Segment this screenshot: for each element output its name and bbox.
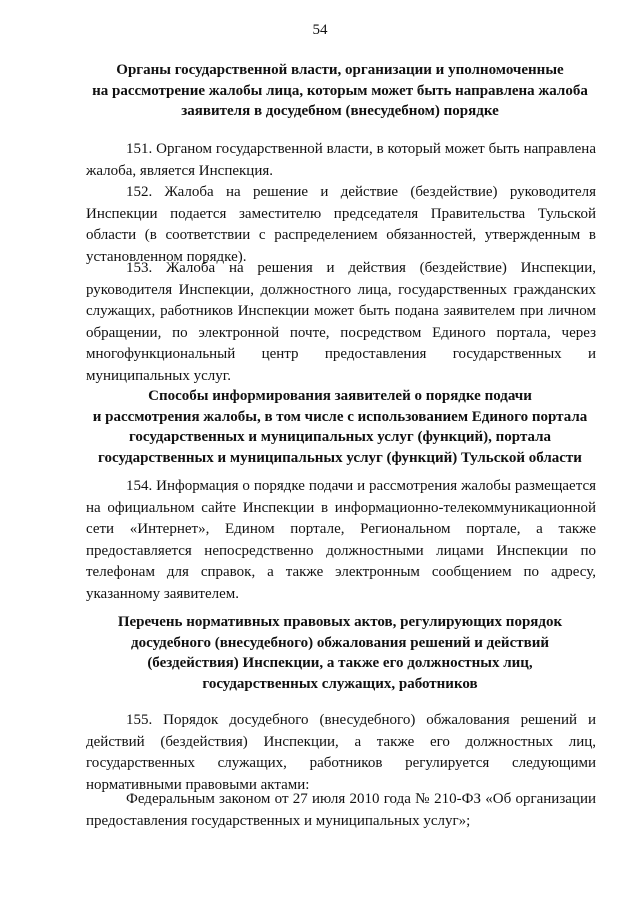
- paragraph-151: 151. Органом государственной власти, в который может быть направлена жалоба, является Инспекция.: [86, 141, 596, 179]
- section-heading-information-methods: [70, 386, 610, 468]
- heading-line: на рассмотрение жалобы лица, которым может быть направлена жалоба: [92, 82, 588, 99]
- paragraph-152: 152. Жалоба на решение и действие (бездействие) руководителя Инспекции подается заместителю председателя Правительства Тульской области (в соответствии с распределением обязанностей, утвержденным в установленном порядке).: [86, 184, 596, 265]
- heading-line: досудебного (внесудебного) обжалования решений и действий: [131, 634, 549, 651]
- paragraph-155: 155. Порядок досудебного (внесудебного) обжалования решений и действий (бездействия) Инспекции, а также его должностных лиц, государственных служащих, работников регулируется следующими нормативными правовыми актами:: [86, 712, 596, 793]
- paragraph-154: 154. Информация о порядке подачи и рассмотрения жалобы размещается на официальном сайте Инспекции в информационно-телекоммуникационной сети «Интернет», Едином портале, Региональном портале, а также предоставляется непосредственно должностными лицами Инспекции по телефонам для справок, а также электронным сообщением по адресу, указанному заявителем.: [86, 478, 596, 602]
- heading-line: государственных служащих, работников: [202, 675, 478, 692]
- heading-line: Органы государственной власти, организации и уполномоченные: [116, 62, 564, 78]
- page-number: 54: [312, 22, 328, 38]
- heading-line: Перечень нормативных правовых актов, регулирующих порядок: [117, 614, 563, 630]
- heading-line: Способы информирования заявителей о порядке подачи: [148, 388, 532, 404]
- heading-line: государственных и муниципальных услуг (функций) Тульской области: [98, 449, 582, 466]
- section-heading-legal-acts: [70, 612, 610, 694]
- heading-line: государственных и муниципальных услуг (функций), портала: [128, 429, 552, 445]
- paragraph-153: 153. Жалоба на решения и действия (бездействие) Инспекции, руководителя Инспекции, должностного лица, государственных гражданских служащих, работников Инспекции может быть подана заявителем при личном обращении, по электронной почте, посредством Единого портала, через многофункциональный центр предоставления государственных и муниципальных услуг.: [86, 260, 596, 384]
- heading-line: (бездействия) Инспекции, а также его должностных лиц,: [147, 655, 533, 671]
- heading-line: и рассмотрения жалобы, в том числе с использованием Единого портала: [92, 408, 588, 425]
- heading-line: заявителя в досудебном (внесудебном) порядке: [181, 103, 499, 119]
- section-heading-appeal-bodies: [70, 60, 610, 122]
- paragraph-federal-law: Федеральным законом от 27 июля 2010 года № 210-ФЗ «Об организации предоставления государственных и муниципальных услуг»;: [86, 791, 596, 829]
